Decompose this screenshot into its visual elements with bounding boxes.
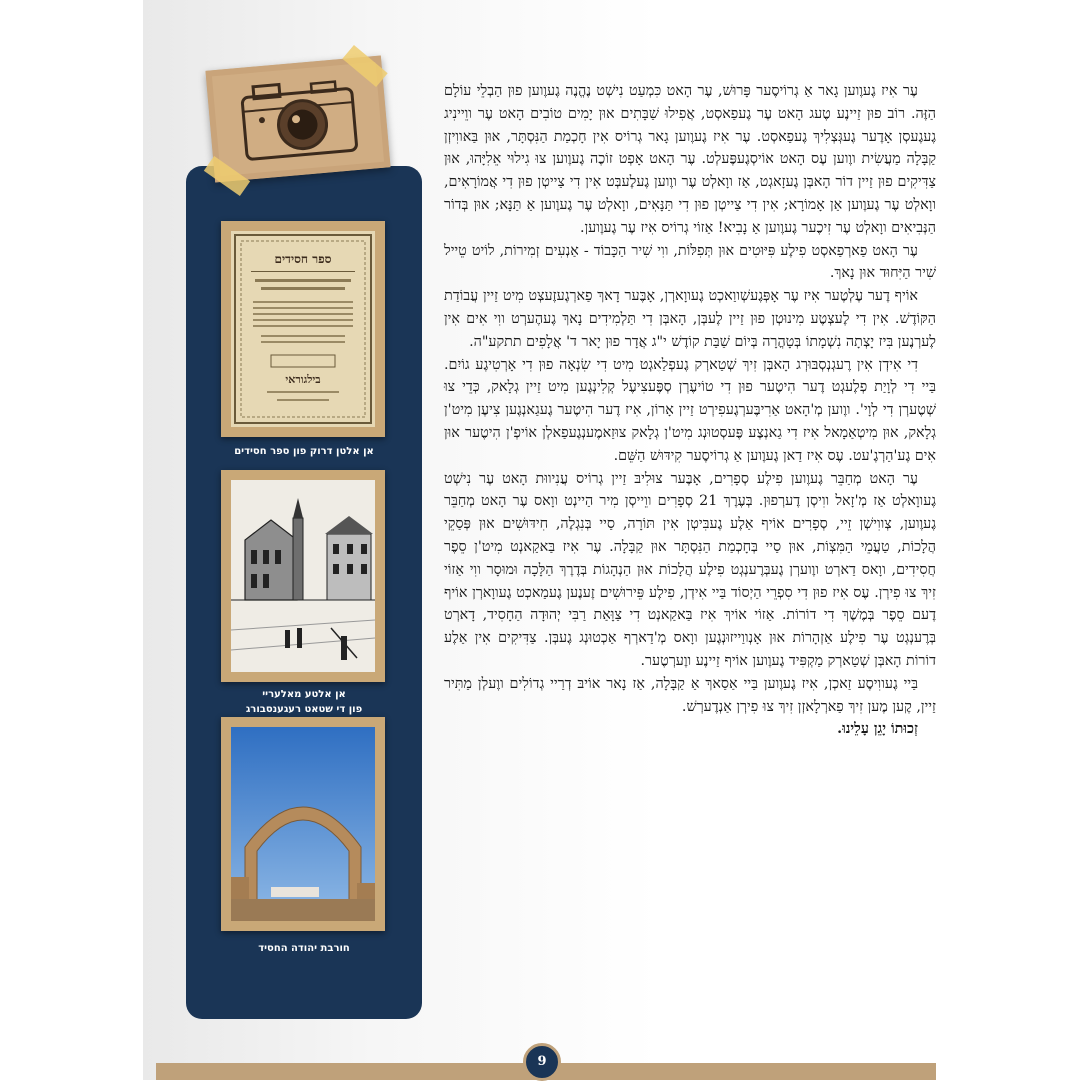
- article-paragraph: דִי אִידְן אִין רֶעגְנְסְבּוּרְג הָאבְּן זִיךְ שְׁטַארְק גֶעפְלַאגְט מִיט דִי שִׂנְאָה פוּן דִי אָרְטִיגֶע גוֹיִם. בַּיי דִי לְוָיַת פְלֶעגְט דֶער הִיטֶער פוּן דִי טוֹיעֶרְן סְפֶּעצִיעֶל קְלִינְגֶען מִיט זַיין גְלָאק, כְּדֵי צוּ שְׁטֶערְן דִי לְוָי'. ווֶוען מְ'הָאט אַרִיבֶּערְגֶעפִירְט זַיין אָרוֹן, אִיז דֶער הִיטֶער גֶעגַאנְגֶען צִיעֶן מִיט'ן גְלָאק, אוּן מִיטְאַמָאל אִיז דִי גַאנְצֶע פֶּעסְטוּנְג מִיט'ן גְלָאק צוּזַאמֶענְגֶעפַאלְן אוֹיפְ'ן הִיטֶער אוּן אִים גֶע'הַרְגֶ'עט. עֶס אִיז דַאן גֶעוֶוען אַ גְרוֹיסֶער קִידּוּשׁ הַשֵּׁם.: [444, 356, 936, 464]
- ruins-arch-photo: [221, 717, 385, 931]
- article-paragraph: בַּיי גֶעווִיסֶע זַאכְן, אִיז גֶעוֶוען בַּיי אַסַאךְ אַ קַבָּלָה, אַז נָאר אוֹיבּ דְרַיי גְדוֹלִים ווֶעלְן מַתִּיר זַיין, קֶען מֶען זִיךְ פַארְלָאזְן זִיךְ צוּ פִירְן אַנְדֶערְשׁ.: [444, 675, 936, 715]
- book-city-text: בילגוראי: [285, 373, 321, 386]
- regensburg-painting-photo: [221, 470, 385, 682]
- article-paragraph: עֶר אִיז גֶעוֶוען גָאר אַ גְרוֹיסֶער פָּרוּשׁ, עֶר הָאט כִּמְעַט נִישְׁט נֶהֱנֶה גֶעוֶוען פוּן הַבְלֵי עוֹלָם הַזֶּה. רוֹב פוּן זַיינֶע טֶעג הָאט עֶר גֶעפַאסְט, אֲפִילוּ שַׁבָּתִים אוּן יָמִים טוֹבִים הָאט עֶר ווֵיינִיג גֶעגֶעסְן אָדֶער גֶעגְּצְלִיךְ גֶעפַאסְט. עֶר אִיז גֶעוֶוען גָאר גְרוֹיס אִין חָכְמַת הַנִּסְתָּר, אוּן בַּאווִיזְן קַבָּלָה מַעֲשִׂית ווֶוען עֶס הָאט אוֹיסְגֶעפֶּעלְט. עֶר הָאט אָפְט זוֹכֶה גֶעוֶוען צוּ גִילוּי אֵלִיָּהוּ, אוּן צַדִּיקִים פוּן זַיין דוֹר הָאבְּן גֶעזָאגְט, אַז ווָאלְט עֶר ווֶוען גֶעלֶעבְּט אִין דִי צַייטְן פוּן דִי אֲמוֹרָאִים, ווָאלְט עֶר גֶעוֶוען אַן אָמוֹרָא; אִין דִי צַייטְן פוּן דִי תַּנָּאִים, ווָאלְט עֶר גֶעוֶוען אַ תַּנָּא; אוּן בְּדוֹר הַנְּבִיאִים ווָאלְט עֶר זִיכֶער גֶעוֶוען אַ נָבִיא! אַזוֹי גְרוֹיס אִיז עֶר גֶעוֶוען.: [444, 83, 936, 236]
- article-paragraph: אוֹיף דֶער עֶלְטֶער אִיז עֶר אָפְּגֶעשְׁווַאכְט גֶעווָארְן, אָבֶּער דָאךְ פַארְגֶעזֶעצְט מִיט זַיין עֲבוֹדַת הַקּוֹדֶשׁ. אִין דִי לֶעצְטֶע מִינוּטְן פוּן זַיין לֶעבְּן, הָאבְּן דִי תַּלְמִידִים נָאךְ גֶעהֶערְט ווִי אִים אִין לֶערְנֶען בִּיז יָצְתָה נִשְׁמָתוֹ בְּטָהֳרָה בְּיוֹם שַׁבַּת קוֹדֶשׁ י"ג אֲדָר פוּן יָאר ד' אֲלָפִים תתקע"ה.: [444, 288, 936, 350]
- article-paragraph: עֶר הָאט מְחַבֵּר גֶעוֶוען פִילֶע סְפָרִים, אָבֶּער צוּלִיבּ זַיין גְרוֹיס עֲנִיווּת הָאט עֶר נִישְׁט גֶעווָאלְט אַז מְ'זָאל ווִיסְן דֶערְפוּן. בְּעֶרֶךְ 21 סְפָרִים ווֵייסְן מִיר הַיינְט ווָאס עֶר הָאט מְחַבֵּר גֶעוֶוען, צְווִישְׁן זֵיי, סְפָרִים אוֹיף אַלֶע גֶעבִּיטְן אִין תּוֹרָה, סַיי בְּנִגְלֶה, חִידּוּשִׁים אוּן פְּסַקֵי הֲלָכוֹת, טַעֲמֵי הַמִּצְוֹת, אוּן סַיי בְּחָכְמַת הַנִּסְתָּר אוּן קַבָּלָה. עֶר אִיז בַּאקַאנְט מִיט'ן סֵפֶר חֲסִידִים, ווָאס דַארְט ווֶוערְן גֶעבְּרֶענְגְט פִילֶע הֲלָכוֹת אוּן הַנְהָגוֹת בְּדֶרֶךְ הַלָּכָה וּמוּסָר ווִי אַזוֹי זִיךְ צוּ פִירְן. עֶס אִיז פוּן דִי סִפְרֵי הַיְסוֹד בַּיי אִידְן, פִילֶע פֵּירוּשִׁים זֶענֶען גֶעמַאכְט גֶעווָארְן אוֹיף דֶעם סֵפֶר בְּמֶשֶׁךְ דִי דוֹרוֹת. אַזוֹי אוֹיךְ אִיז בַּאקַאנְט דִי צַוָּאַת רַבִּי יְהוּדָה הַחָסִיד, דָארְט בְּרֶענְגְט עֶר פִילֶע אַזְהָרוֹת אוּן אָנְווַייזוּנְגֶען ווָאס מְ'דַארְף אַכְטוּנְג גֶעבְּן. צַדִּיקִים אִין אַלֶע דוֹרוֹת הָאבְּן שְׁטַארְק מַקְפִּיד גֶעוֶוען אוֹיף זַיינֶע ווֶערְטֶער.: [444, 470, 937, 669]
- book-print-photo: [221, 221, 385, 437]
- caption-painting-line2: פון די שטאט רעגענסבורג: [245, 704, 363, 715]
- book-title-text: ספר חסידים: [274, 252, 332, 266]
- article-closing: זְכוּתוֹ יָגֵן עָלֵינוּ.: [837, 721, 918, 738]
- page-number: 9: [523, 1043, 561, 1081]
- article-paragraph: עֶר הָאט פַארְפַאסְט פִילֶע פִּיּוּטִים אוּן תְּפִלּוֹת, ווִי שִׁיר הַכָּבוֹד - אַנְעִים זְמִירוֹת, לוֹיט טֵייל שִׁיר הַיִּחוּד אוּן נָאךְ.: [444, 242, 936, 282]
- caption-ruins: חורבת יהודה החסיד: [258, 943, 350, 954]
- left-margin: [0, 0, 143, 1080]
- article-body: [444, 80, 936, 741]
- caption-book-print: אן אלטן דרוק פון ספר חסידים: [234, 446, 374, 457]
- caption-painting-line1: אן אלטע מאלעריי: [262, 689, 346, 700]
